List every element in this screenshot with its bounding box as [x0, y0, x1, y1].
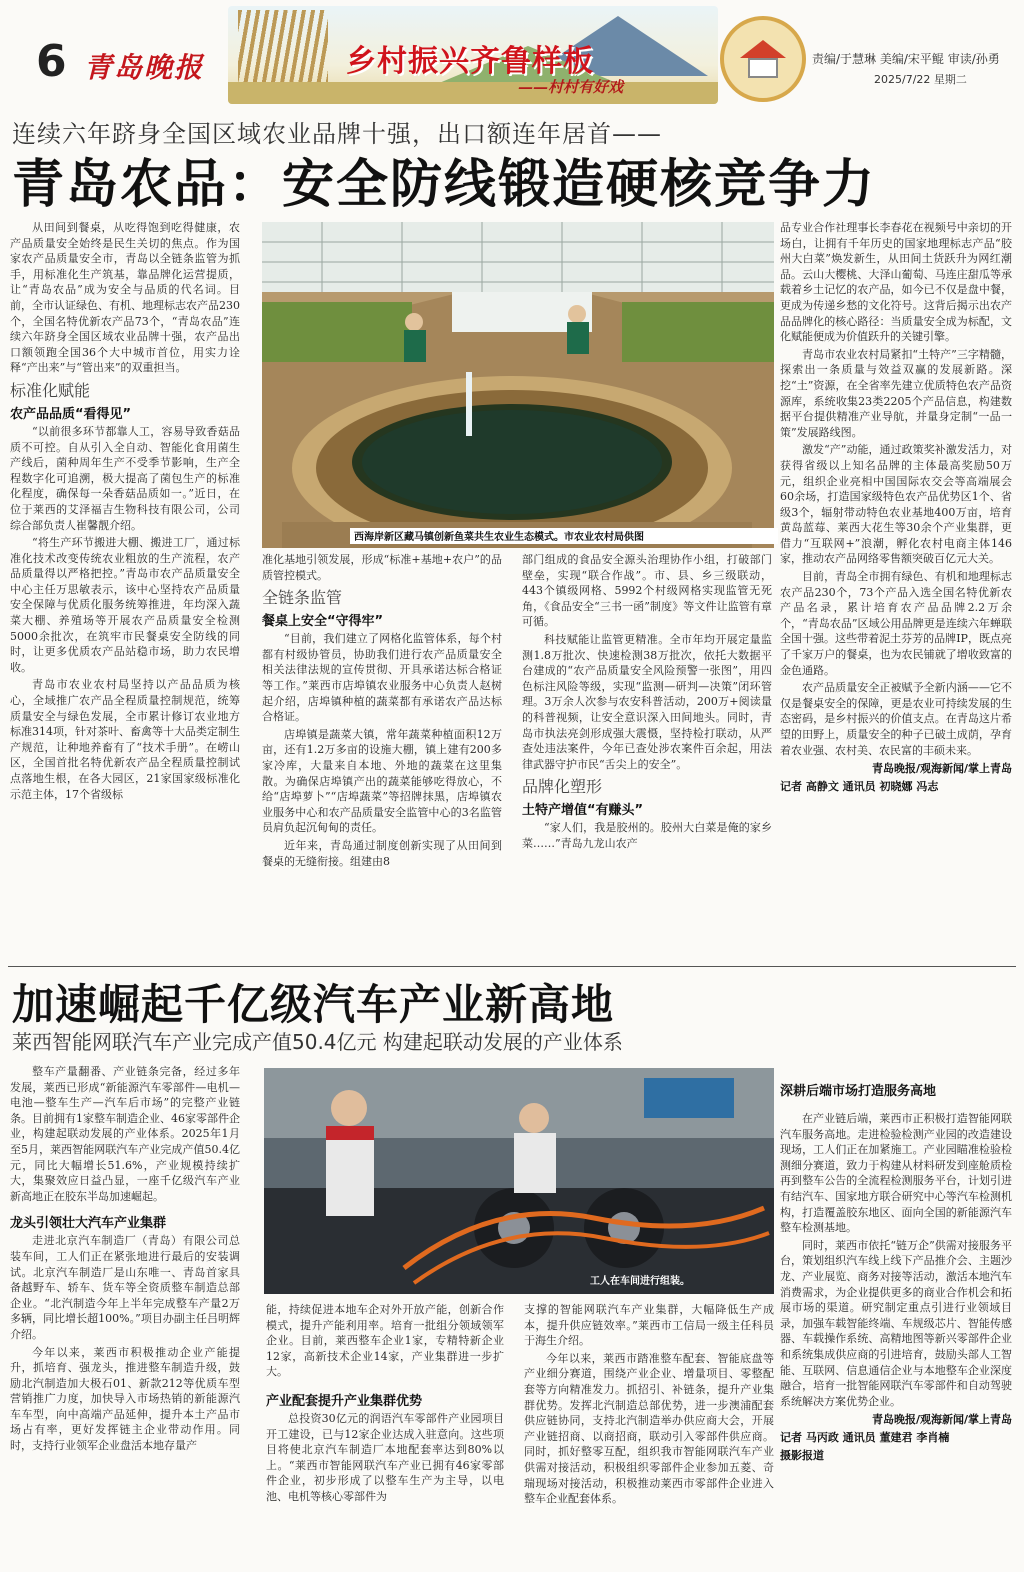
article2-headline: 加速崛起千亿级汽车产业新高地 — [12, 980, 615, 1029]
article1-lead: 从田间到餐桌，从吃得饱到吃得健康，农产品质量安全始终是民生关切的焦点。作为国家农产品质量安全市，青岛以全链条监管为抓手，用标准化生产筑基，靠品牌化运营提质，让“青岛农品”成为安全与品质的代名词。目前，全市认证绿色、有机、地理标志农产品230个，全国名特优新农产品73个，“青岛农品”连续六年跻身全国区域农业品牌十强，农产品出口额领跑全国36个大中城市首位，用实力诠释“产出来”与“管出来”的双重担当。 — [10, 221, 240, 375]
page-number: 6 — [36, 36, 67, 87]
byline-reporters: 记者 高静文 通讯员 初晓娜 冯志 — [780, 780, 939, 794]
paragraph: 店埠镇是蔬菜大镇，常年蔬菜种植面积12万亩，还有1.2万多亩的设施大棚，镇上建有200多家冷库，大量来自本地、外地的蔬菜在这里集散。为确保店埠镇产出的蔬菜能够吃得放心，不给“店埠萝卜”“店埠蔬菜”等招牌抹黑，店埠镇农业服务中心和农产品质量安全监管中心的3名监管员肩负起沉甸甸的责任。 — [262, 727, 502, 835]
newspaper-name: 青岛晚报 — [84, 51, 205, 84]
article2-lead: 整车产量翻番、产业链条完备，经过多年发展，莱西已形成“新能源汽车零部件—电机—电池—整车生产—汽车后市场”的完整产业链条。目前拥有1家整车制造企业、46家零部件企业，构建起联动发展的产业体系。2025年1月至5月，莱西智能网联汽车产业完成产值50.4亿元，同比大幅增长51.6%，产业规模持续扩大，集聚效应日益凸显，一座千亿级汽车产业新高地正在胶东半岛加速崛起。 — [10, 1065, 240, 1203]
paragraph: 青岛市农业农村局紧扣“土特产”三字精髓，探索出一条质量与效益双赢的发展新路。深挖“土”资源，在全省率先建立优质特色农产品资源库，系统收集23类2205个产品信息，构建数据平台提供精准产业导航，并量身定制“一品一策”发展路线图。 — [780, 347, 1012, 439]
paragraph: 支撑的智能网联汽车产业集群，大幅降低生产成本，提升供应链效率。”莱西市工信局一级主任科员于海生介绍。 — [524, 1303, 774, 1348]
section-subheading: 农产品品质“看得见” — [10, 406, 132, 422]
article1-kicker: 连续六年跻身全国区域农业品牌十强，出口额连年居首—— — [12, 120, 662, 148]
article1-column-3 — [522, 552, 772, 962]
article2-column-3 — [524, 1302, 774, 1564]
paragraph: 近年来，青岛通过制度创新实现了从田间到餐桌的无缝衔接。组建由8 — [262, 838, 502, 868]
paragraph: 今年以来，莱西市踏准整车配套、智能底盘等产业细分赛道，围绕产业企业、增量项目、零整配套等方向精准发力。抓招引、补链条，提升产业集群优势。发挥北汽制造总部优势，进一步澳浦配套供应链协同，支持北汽制造举办供应商大会，开展产业链招商、以商招商，联动引入零部件供应商。同时，抓好整零互配，组织我市智能网联汽车产业供需对接活动，积极组织零部件企业参加五菱、奇瑞现场对接活动，积极推动莱西市零部件企业进入整车企业配套体系。 — [524, 1351, 774, 1506]
house-emblem-icon — [720, 16, 806, 102]
section-subheading: 土特产增值“有赚头” — [522, 803, 644, 819]
article2-column-4 — [780, 1080, 1012, 1566]
section-subheading: 餐桌上安全“守得牢” — [262, 614, 384, 630]
paragraph: 目前，青岛全市拥有绿色、有机和地理标志农产品230个，73个产品入选全国名特优新农产品名录，累计培育农产品品牌2.2万余个，“青岛农品”区域公用品牌更是连续六年蝉联全国十强。这些带着泥土芬芳的品牌IP，既点亮了千家万户的餐桌，也为农民铺就了增收致富的金色通路。 — [780, 570, 1012, 677]
paragraph: 青岛市农业农村局坚持以产品品质为核心，全域推广农产品全程质量控制规范，统筹质量安全与绿色发展，全市累计修订农业地方标准314项，针对茶叶、畜禽等十大品类定制生产规范，让种地养畜有了“技术手册”。在崂山区，全国首批名特优新农产品全程质量控制试点落地生根，在各大园区，21家国家级标准化示范主体，17个省级标 — [10, 678, 240, 801]
byline-reporters: 记者 马丙政 通讯员 董建君 李肖楠 — [780, 1431, 950, 1445]
section-subheading: 龙头引领壮大汽车产业集群 — [10, 1216, 167, 1232]
paragraph: 能，持续促进本地车企对外开放产能，创新合作模式，提升产能利用率。培育一批组分领域领军企业。目前，莱西整车企业1家，专精特新企业12家，高新技术企业14家，产业集群进一步扩大。 — [266, 1303, 504, 1379]
paragraph: “将生产环节搬进大棚、搬进工厂，通过标准化技术改变传统农业粗放的生产流程，农产品质量得以严格把控。”青岛市农产品质量安全中心主任万思敏表示，该中心坚持农产品质量安全保障与优质化服务统筹推进，年均深入蔬菜大棚、养殖场等开展农产品质量安全检测5000余批次，在筑牢市民餐桌安全防线的同时，让更多优质农产品站稳市场，助力农民增收。 — [10, 536, 240, 674]
paragraph: “以前很多环节都靠人工，容易导致香菇品质不可控。自从引入全自动、智能化食用菌生产线后，菌种周年生产不受季节影响，生产全程数字化可追溯，极大提高了菌包生产的标准化程度，确保每一朵香菇品质如一。”近日，在位于莱西的艾泽福吉生物科技有限公司，公司综合部负责人崔馨靓介绍。 — [10, 424, 240, 532]
paragraph: 同时，莱西市依托“链万企”供需对接服务平台，策划组织汽车线上线下产品推介会、主题沙龙、产业展览、商务对接等活动，激活本地汽车消费需求，为企业提供更多的商业合作机会和拓展市场的渠道。研究制定重点引进行业领域目录，加强车载智能终端、车规级芯片、智能传感器、车载操作系统、高精地图等新兴零部件企业和系统集成供应商的引进培育，鼓励头部人工智能、互联网、信息通信企业与本地整车企业深度融合，培育一批智能网联汽车零部件和自动驾驶系统解决方案优势企业。 — [780, 1238, 1012, 1408]
article2-column-1 — [10, 1064, 240, 1564]
article2-column-2 — [266, 1302, 504, 1564]
greenhouse-photo-illustration — [262, 222, 774, 548]
paragraph: 农产品质量安全正被赋予全新内涵——它不仅是餐桌安全的保障，更是农业可持续发展的生态密码，是乡村振兴的价值支点。在青岛这片希望的田野上，质量安全的种子已破土成荫，孕育着农业强、农村美、农民富的丰硕未来。 — [780, 681, 1012, 757]
section-heading: 全链条监管 — [262, 588, 343, 608]
paragraph: 科技赋能让监管更精准。全市年均开展定量监测1.8万批次、快速检测38万批次，依托大数据平台建成的“农产品质量安全风险预警一张图”，用四色标注风险等级，实现“监测—研判—决策”闭环管理。3万余人次参与农安科普活动，200万+阅读量的科普视频，让安全意识深入田间地头。同时，青岛市执法亮剑形成强大震慑，坚持检打联动，从严查处违法案件，今年已查处涉农案件百余起，用法律武器守护市民“舌尖上的安全”。 — [522, 632, 772, 771]
paragraph: 在产业链后端，莱西市正积极打造智能网联汽车服务高地。走进检验检测产业园的改造建设现场，工人们正在加紧施工。产业园瞄准检验检测细分赛道，致力于构建从材料研发到座舱质检再到整车公告的全流程检测服务平台，计划引进有结汽车、国家地方联合研究中心等汽车检测机构，打造覆盖胶东地区、面向全国的新能源汽车整车检测基地。 — [780, 1112, 1012, 1235]
paragraph: 准化基地引领发展，形成“标准+基地+农户”的品质管控模式。 — [262, 553, 502, 582]
paragraph: “家人们，我是胶州的。胶州大白菜是俺的家乡菜……”青岛九龙山农产 — [522, 821, 772, 850]
article1-column-1 — [10, 220, 240, 962]
paragraph: 品专业合作社理事长李春花在视频号中亲切的开场白，让拥有千年历史的国家地理标志产品“胶州大白菜”焕发新生，从田间土货跃升为网红潮品。云山大樱桃、大泽山葡萄、马连庄甜瓜等承载着乡土记忆的农产品，如今已不仅是盘中餐，更成为传递乡愁的文化符号。这背后揭示出农产品品牌化的核心路径：当质量安全成为标配，文化赋能便成为价值跃升的关键引擎。 — [780, 221, 1012, 344]
article2-photo-caption: 工人在车间进行组装。 — [590, 1276, 690, 1287]
section-heading: 品牌化塑形 — [522, 777, 603, 797]
field-illustration — [228, 82, 718, 104]
article2-photo-assembly — [264, 1068, 774, 1294]
banner-subtitle: ——村村有好戏 — [518, 78, 624, 96]
banner-title: 乡村振兴齐鲁样板 — [346, 44, 594, 79]
section-heading: 标准化赋能 — [10, 380, 91, 400]
byline-photo: 摄影报道 — [780, 1449, 824, 1463]
paragraph: 部门组成的食品安全源头治理协作小组，打破部门壁垒，实现“联合作战”。市、县、乡三级联动，443个镇级网格、5992个村级网格实现监管无死角，《食品安全“三书一函”制度》等文件让监管有章可循。 — [522, 553, 772, 629]
assembly-photo-illustration — [264, 1068, 774, 1294]
article2-kicker: 莱西智能网联汽车产业完成产值50.4亿元 构建起联动发展的产业体系 — [12, 1030, 623, 1054]
byline: 青岛晚报/观海新闻/掌上青岛 — [871, 762, 1012, 776]
paragraph: 走进北京汽车制造厂（青岛）有限公司总装车间，工人们正在紧张地进行最后的安装调试。北京汽车制造厂是山东唯一、青岛首家具备越野车、轿车、货车等全资质整车制造总部企业。“北汽制造今年上半年完成整车产量2万多辆，同比增长超100%。”项目办副主任吕明辉介绍。 — [10, 1234, 240, 1341]
paragraph: 激发“产”动能，通过政策奖补激发活力，对获得省级以上知名品牌的主体最高奖励50万元，组织企业亮相中国国际农交会等高端展会60余场，打造国家级特色农产品优势区1个、省级3个，辐射带动特色农业基地400万亩，培育黄岛蓝莓、莱西大花生等30余个产业集群，更借力“互联网+”浪潮，孵化农村电商主体146家，推动农产品网络零售额突破百亿元大关。 — [780, 443, 1012, 566]
section-divider — [8, 966, 1016, 967]
paragraph: 总投资30亿元的润语汽车零部件产业园项目开工建设，已与12家企业达成入驻意向。这些项目将使北京汽车制造厂本地配套率达到80%以上。“莱西市智能网联汽车产业已拥有46家零部件企业，初步形成了以整车生产为主导，以电池、电机等核心零部件为 — [266, 1411, 504, 1503]
article1-headline: 青岛农品：安全防线锻造硬核竞争力 — [12, 155, 877, 215]
section-banner — [228, 6, 718, 104]
editors-credit: 责编/于慧琳 美编/宋平鲲 审读/孙勇 — [812, 52, 1000, 66]
byline: 青岛晚报/观海新闻/掌上青岛 — [871, 1413, 1012, 1427]
paragraph: 今年以来，莱西市积极推动企业产能提升，抓培育、强龙头，推进整车制造升级，鼓励北汽制造加大极石01、新款212等优质车型营销推广力度，加快导入市场热销的新能源汽车车型，向中高端产品延伸，提升本土产品市场占有率，更好发挥链主企业带动作用。同时，支持行业领军企业盘活本地存量产 — [10, 1345, 240, 1453]
section-subheading: 产业配套提升产业集群优势 — [266, 1393, 423, 1409]
issue-date: 2025/7/22 星期二 — [874, 73, 967, 86]
article1-column-2 — [262, 552, 502, 962]
paragraph: “目前，我们建立了网格化监管体系，每个村都有村级协管员，协助我们进行农产品质量安全相关法律法规的宣传贯彻、开具承诺达标合格证等工作。”莱西市店埠镇农业服务中心负责人赵树起介绍，店埠镇种植的蔬菜都有承诺农产品达标合格证。 — [262, 632, 502, 724]
article1-photo-greenhouse — [262, 222, 774, 548]
article1-photo-caption: 西海岸新区藏马镇创新鱼菜共生农业生态模式。市农业农村局供图 — [350, 528, 778, 544]
article1-column-4 — [780, 220, 1012, 962]
section-subheading: 深耕后端市场打造服务高地 — [780, 1084, 937, 1099]
